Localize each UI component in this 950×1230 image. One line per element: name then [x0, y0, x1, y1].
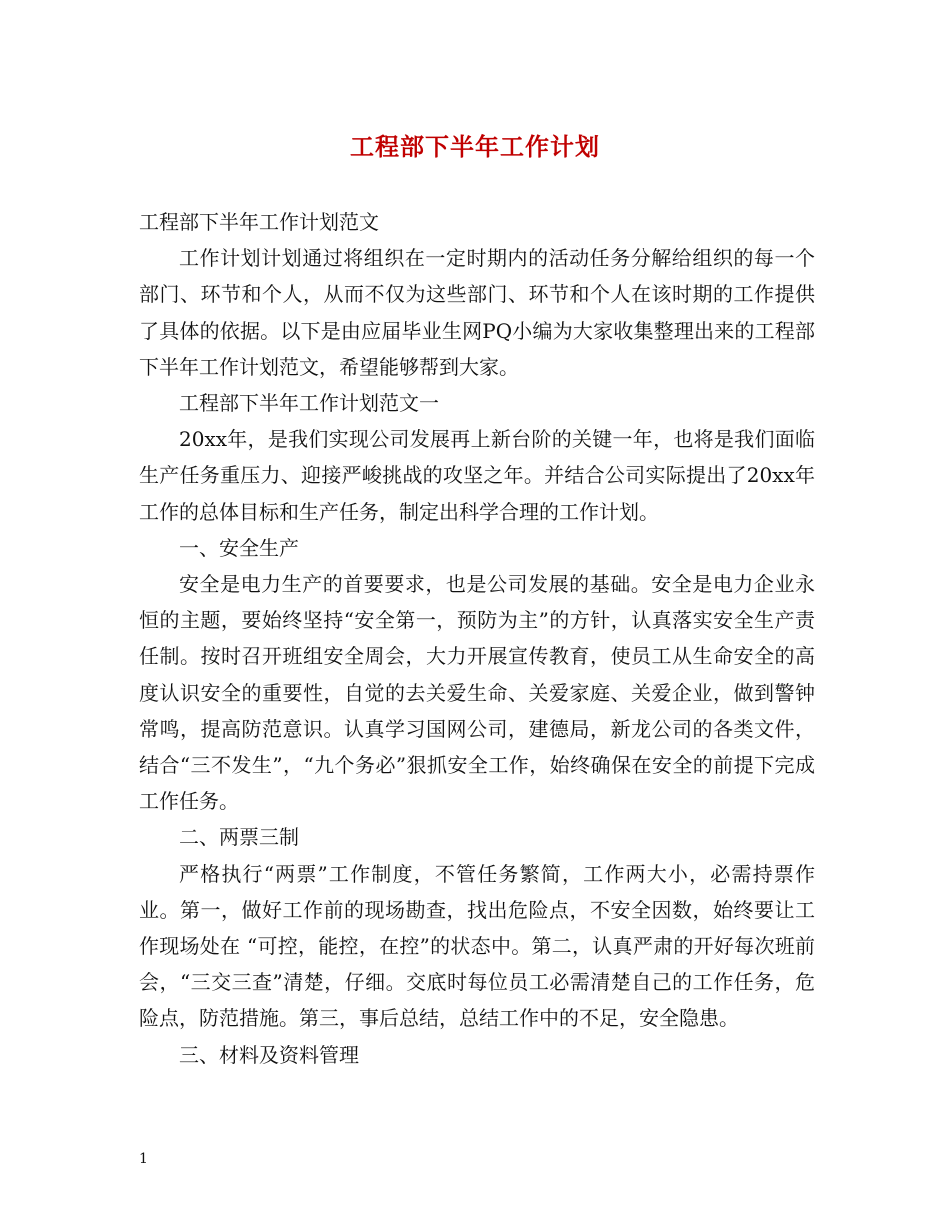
document-body	[139, 204, 815, 1073]
paragraph-safety: 安全是电力生产的首要要求，也是公司发展的基础。安全是电力企业永恒的主题，要始终坚持“安全第一，预防为主”的方针，认真落实安全生产责任制。按时召开班组安全周会，大力开展宣传教育，使员工从生命安全的高度认识安全的重要性，自觉的去关爱生命、关爱家庭、关爱企业，做到警钟常鸣，提高防范意识。认真学习国网公司，建德局，新龙公司的各类文件，结合“三不发生”，“九个务必”狠抓安全工作，始终确保在安全的前提下完成工作任务。	[139, 572, 815, 814]
paragraph-intro: 工作计划计划通过将组织在一定时期内的活动任务分解给组织的每一个部门、环节和个人，从而不仅为这些部门、环节和个人在该时期的工作提供了具体的依据。以下是由应届毕业生网PQ小编为大家收集整理出来的工程部下半年工作计划范文，希望能够帮到大家。	[139, 246, 815, 379]
paragraph-two-tickets: 严格执行“两票”工作制度，不管任务繁简，工作两大小，必需持票作业。第一，做好工作前的现场勘查，找出危险点，不安全因数，始终要让工作现场处在 “可控，能控，在控”的状态中。第二，认真严肃的开好每次班前会，“三交三查”清楚，仔细。交底时每位员工必需清楚自己的工作任务，危险点，防范措施。第三，事后总结，总结工作中的不足，安全隐患。	[139, 861, 815, 1031]
section-heading-two-tickets: 二、两票三制	[179, 825, 299, 850]
section-heading-materials: 三、材料及资料管理	[179, 1042, 359, 1067]
paragraph-subtitle: 工程部下半年工作计划范文	[139, 210, 379, 234]
paragraph-sample-heading: 工程部下半年工作计划范文一	[179, 391, 439, 416]
document-title: 工程部下半年工作计划	[350, 132, 600, 161]
page-number: 1	[139, 1151, 148, 1167]
section-heading-safety: 一、安全生产	[179, 535, 299, 560]
paragraph-overview: 20xx年，是我们实现公司发展再上新台阶的关键一年，也将是我们面临生产任务重压力、迎接严峻挑战的攻坚之年。并结合公司实际提出了20xx年工作的总体目标和生产任务，制定出科学合理的工作计划。	[139, 427, 815, 524]
